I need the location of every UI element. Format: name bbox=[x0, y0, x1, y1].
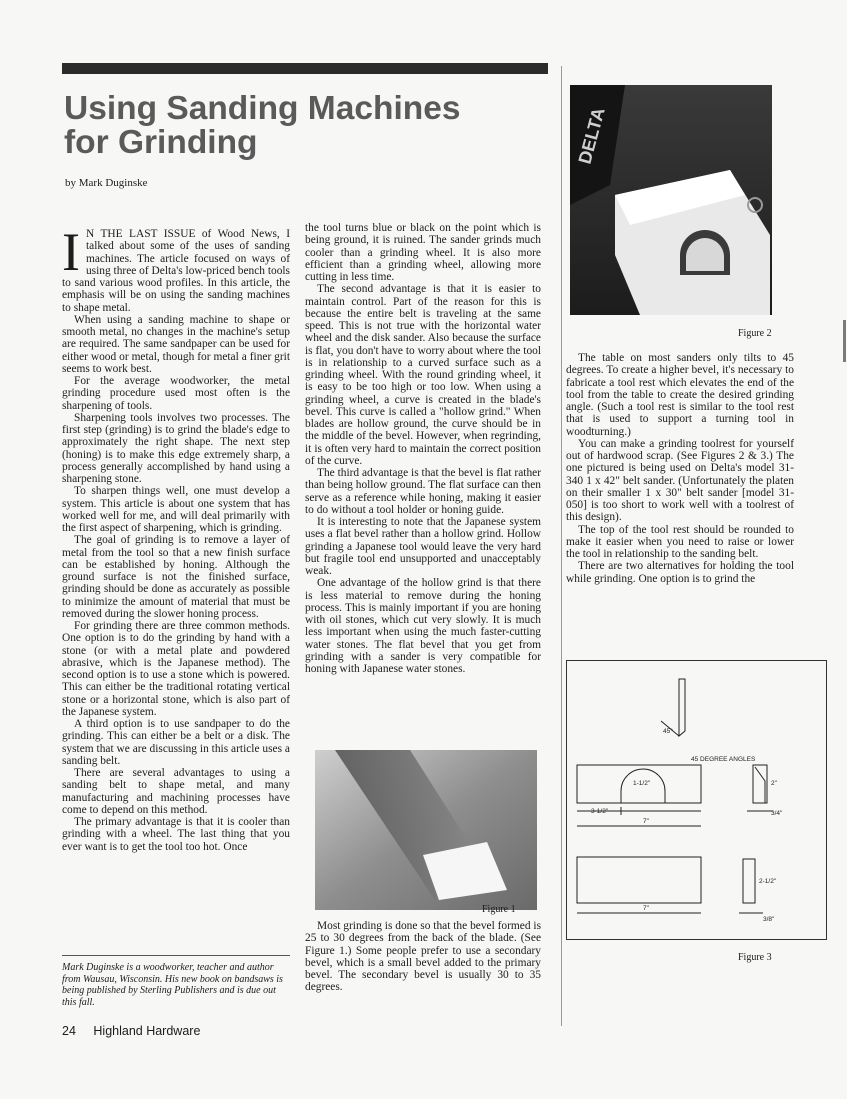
angle-note-label: 45 DEGREE ANGLES bbox=[691, 756, 756, 763]
column-2 bbox=[305, 222, 541, 675]
figure-2-caption: Figure 2 bbox=[738, 328, 772, 339]
paragraph: When using a sanding machine to shape or smooth metal, no changes in the machine's setup are required. The same sandpaper can be used for either wood or metal, though for metal a finer grit seems to work best. bbox=[62, 313, 290, 375]
paragraph: The primary advantage is that it is cooler than grinding with a wheel. The last thing that you ever want is to get the tool too hot. Once bbox=[62, 816, 290, 853]
figure-3-drawing bbox=[566, 660, 827, 940]
delta-brand-label: DELTA bbox=[574, 105, 609, 167]
column-2-continued bbox=[305, 920, 541, 994]
column-3 bbox=[566, 352, 794, 585]
paragraph: For the average woodworker, the metal grinding procedure used most often is the sharpening of tools. bbox=[62, 375, 290, 412]
figure-2-photo bbox=[570, 85, 772, 315]
dim-label: 3/4" bbox=[771, 810, 783, 817]
paragraph: the tool turns blue or black on the point which is being ground, it is ruined. The sander grinds much cooler than a grinding wheel. It is also more efficient than a grinding wheel, allowing more cutting in less time. bbox=[305, 222, 541, 283]
article-title bbox=[64, 92, 534, 160]
paragraph: There are two alternatives for holding the tool while grinding. One option is to grind the bbox=[566, 560, 794, 585]
paragraph: There are several advantages to using a sanding belt to shape metal, and many manufacturing and machining processes have come to depend on this method. bbox=[62, 767, 290, 816]
title-line-1: Using Sanding Machines bbox=[64, 90, 461, 127]
paragraph: IN THE LAST ISSUE of Wood News, I talked about some of the uses of sanding machines. The article focused on ways of using three of Delta's low-priced bench tools to sand various wood profiles. In this article, the emphasis will be on using the sanding machines to shape metal. bbox=[62, 222, 290, 314]
dim-label: 7" bbox=[643, 818, 649, 825]
dim-label: 2" bbox=[771, 780, 777, 787]
page-number: 24 bbox=[62, 1024, 76, 1038]
dim-label: 3/8" bbox=[763, 916, 775, 923]
byline: by Mark Duginske bbox=[65, 177, 148, 189]
bio-rule bbox=[62, 955, 290, 956]
figure-1-caption: Figure 1 bbox=[482, 904, 516, 915]
paragraph: To sharpen things well, one must develop a system. This article is about one system that has worked well for me, and will deal primarily with the first aspect of sharpening, which is grinding. bbox=[62, 485, 290, 534]
page-footer bbox=[62, 1024, 200, 1038]
paragraph: It is interesting to note that the Japanese system uses a flat bevel rather than a hollow grind. Hollow grinding a Japanese tool would leave the very hard but fragile tool end unsupported and unacceptably weak. bbox=[305, 516, 541, 577]
publication-name: Highland Hardware bbox=[93, 1024, 201, 1038]
dim-label: 2-1/2" bbox=[759, 878, 777, 885]
paragraph: The third advantage is that the bevel is flat rather than being hollow ground. The flat surface can then serve as a reference while honing, making it easier to do without a tool holder or honing guide. bbox=[305, 467, 541, 516]
paragraph: Sharpening tools involves two processes. The first step (grinding) is to grind the blade's edge to approximately the right shape. The next step (honing) is to make this edge extremely sharp, a process generally accomplished by hand using a sharpening stone. bbox=[62, 411, 290, 485]
column-1 bbox=[62, 222, 290, 853]
paragraph: One advantage of the hollow grind is that there is less material to remove during the honing process. This is mainly important if you are honing with oil stones, which cut very slowly. It is much less important when using the much faster-cutting water stones. The flat bevel that you get from grinding with a sander is very compatible for honing with Japanese water stones. bbox=[305, 577, 541, 675]
paragraph: The second advantage is that it is easier to maintain control. Part of the reason for this is because the entire belt is traveling at the same speed. This is not true with the horizontal water wheel and the disk sander. Also because the surface is flat, you don't have to worry about where the tool is in relationship to a curved surface such as a grinding wheel. With the round grinding wheel, it is easy to be too high or too low. When using a grinding wheel, a curve is created in the blade's bevel. This curve is called a "hollow grind." When blades are hollow ground, the curve should be in the middle of the bevel. However, when regrinding, it is often very hard to maintain the correct position of the curve. bbox=[305, 283, 541, 467]
column-divider bbox=[561, 66, 562, 1026]
paragraph: You can make a grinding toolrest for yourself out of hardwood scrap. (See Figures 2 & 3.) The one pictured is being used on Delta's model 31-340 1 x 42" belt sander. (Unfortunately the platen on their smaller 1 x 30" belt sander [model 31-050] is too short to work well with a toolrest of this design). bbox=[566, 437, 794, 524]
paragraph: The top of the tool rest should be rounded to make it easier when you need to raise or lower the tool in relationship to the sanding belt. bbox=[566, 523, 794, 560]
paragraph: The table on most sanders only tilts to 45 degrees. To create a higher bevel, it's necessary to fabricate a tool rest which elevates the end of the tool from the table to create the desired grinding angle. (Such a tool rest is similar to the tool rest that is used to support a turning tool in woodturning.) bbox=[566, 352, 794, 438]
scan-edge-mark bbox=[843, 320, 846, 362]
header-rule bbox=[62, 63, 548, 74]
paragraph: Most grinding is done so that the bevel formed is 25 to 30 degrees from the back of the blade. (See Figure 1.) Some people prefer to use a secondary bevel, which is a small bevel added to the primary bevel. The secondary bevel is usually 30 to 35 degrees. bbox=[305, 920, 541, 994]
paragraph: A third option is to use sandpaper to do the grinding. This can either be a belt or a disk. The system that we are discussing in this article uses a sanding belt. bbox=[62, 718, 290, 767]
figure-1-photo bbox=[315, 750, 537, 910]
angle-mark-label: 45° bbox=[663, 728, 673, 735]
paragraph: The goal of grinding is to remove a layer of metal from the tool so that a new finish surface can be established by honing. Although the ground surface is not the finished surface, grinding should be done as accurately as possible to minimize the amount of material that must be removed during the slower honing process. bbox=[62, 534, 290, 620]
title-line-2: for Grinding bbox=[64, 124, 258, 161]
author-bio: Mark Duginske is a woodworker, teacher and author from Wausau, Wisconsin. His new book on bandsaws is being published by Sterling Publishers and is due out this fall. bbox=[62, 962, 283, 1008]
figure-3-svg bbox=[567, 661, 826, 939]
figure-3-caption: Figure 3 bbox=[738, 952, 772, 963]
dim-label: 3-1/2" bbox=[591, 808, 609, 815]
dim-label: 1-1/2" bbox=[633, 780, 651, 787]
dim-label: 7" bbox=[643, 905, 649, 912]
paragraph: For grinding there are three common methods. One option is to do the grinding by hand with a stone (or with a metal plate and powdered abrasive, which is the Japanese method). The second option is to use a stone which is powered. This can either be the traditional rotating vertical stone or a horizontal stone, which is also part of the Japanese system. bbox=[62, 620, 290, 718]
